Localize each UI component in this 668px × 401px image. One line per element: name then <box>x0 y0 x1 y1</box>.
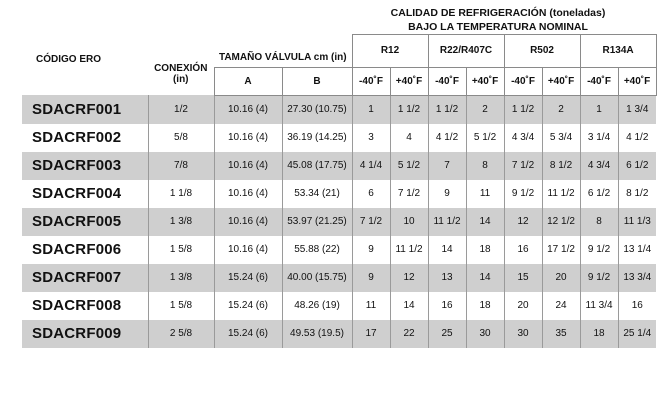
header-r12: R12 <box>352 35 428 68</box>
header-conexion-unit: (in) <box>172 74 189 85</box>
product-code: SDACRF007 <box>22 264 148 292</box>
capacity-value: 2 <box>542 95 580 124</box>
table-row <box>22 208 656 236</box>
valve-size-a: 10.16 (4) <box>214 124 282 152</box>
header-temp-low: -40˚F <box>428 67 466 95</box>
connection-size: 1 3/8 <box>148 208 214 236</box>
capacity-value: 12 <box>390 264 428 292</box>
capacity-value: 1 1/2 <box>504 95 542 124</box>
capacity-value: 20 <box>504 292 542 320</box>
capacity-value: 3 1/4 <box>580 124 618 152</box>
valve-size-a: 15.24 (6) <box>214 320 282 348</box>
capacity-value: 13 <box>428 264 466 292</box>
capacity-value: 9 <box>352 236 390 264</box>
capacity-value: 30 <box>466 320 504 348</box>
table-row <box>22 95 656 124</box>
table-body <box>22 95 656 348</box>
capacity-value: 14 <box>390 292 428 320</box>
connection-size: 5/8 <box>148 124 214 152</box>
capacity-value: 8 <box>580 208 618 236</box>
valve-size-b: 40.00 (15.75) <box>282 264 352 292</box>
header-code: CÓDIGO ERO <box>36 54 102 66</box>
header-temp-low: -40˚F <box>580 67 618 95</box>
capacity-value: 4 1/2 <box>618 124 656 152</box>
capacity-value: 25 <box>428 320 466 348</box>
capacity-value: 4 <box>390 124 428 152</box>
valve-size-b: 53.34 (21) <box>282 180 352 208</box>
capacity-value: 6 <box>352 180 390 208</box>
connection-size: 1/2 <box>148 95 214 124</box>
capacity-value: 25 1/4 <box>618 320 656 348</box>
capacity-value: 5 1/2 <box>466 124 504 152</box>
table-row <box>22 180 656 208</box>
table-row <box>22 264 656 292</box>
capacity-value: 9 1/2 <box>504 180 542 208</box>
product-code: SDACRF003 <box>22 152 148 180</box>
spec-sheet <box>22 6 652 348</box>
capacity-value: 6 1/2 <box>580 180 618 208</box>
capacity-value: 11 3/4 <box>580 292 618 320</box>
header-conexion <box>148 35 214 96</box>
valve-size-a: 10.16 (4) <box>214 236 282 264</box>
capacity-value: 16 <box>618 292 656 320</box>
capacity-value: 8 1/2 <box>542 152 580 180</box>
capacity-value: 9 1/2 <box>580 236 618 264</box>
capacity-value: 13 1/4 <box>618 236 656 264</box>
capacity-title-line1: CALIDAD DE REFRIGERACIÓN (toneladas) <box>390 7 606 19</box>
capacity-title <box>350 6 646 34</box>
capacity-value: 1 <box>580 95 618 124</box>
header-temp-high: +40˚F <box>542 67 580 95</box>
header-r22: R22/R407C <box>428 35 504 68</box>
product-code: SDACRF002 <box>32 129 122 146</box>
capacity-value: 11 1/3 <box>618 208 656 236</box>
product-code: SDACRF008 <box>32 297 122 314</box>
capacity-value: 1 <box>352 95 390 124</box>
product-code: SDACRF004 <box>32 185 122 202</box>
capacity-value: 14 <box>428 236 466 264</box>
capacity-value: 4 1/2 <box>428 124 466 152</box>
product-code: SDACRF005 <box>22 208 148 236</box>
table-row <box>22 236 656 264</box>
capacity-value: 1 1/2 <box>390 95 428 124</box>
header-row-refrigerants <box>22 35 656 68</box>
valve-size-a: 10.16 (4) <box>214 152 282 180</box>
capacity-value: 11 <box>352 292 390 320</box>
capacity-value: 11 1/2 <box>390 236 428 264</box>
capacity-value: 9 <box>428 180 466 208</box>
capacity-value: 12 <box>504 208 542 236</box>
product-code: SDACRF006 <box>32 241 122 258</box>
capacity-value: 7 1/2 <box>390 180 428 208</box>
capacity-value: 8 1/2 <box>618 180 656 208</box>
header-conexion-label: CONEXIÓN <box>154 63 208 74</box>
header-r502: R502 <box>504 35 580 68</box>
capacity-value: 12 1/2 <box>542 208 580 236</box>
valve-size-a: 10.16 (4) <box>214 95 282 124</box>
capacity-value: 15 <box>504 264 542 292</box>
valve-size-b: 27.30 (10.75) <box>282 95 352 124</box>
capacity-value: 10 <box>390 208 428 236</box>
product-code: SDACRF009 <box>22 320 148 348</box>
capacity-value: 18 <box>466 292 504 320</box>
valve-size-a: 10.16 (4) <box>214 208 282 236</box>
capacity-value: 9 <box>352 264 390 292</box>
valve-size-b: 49.53 (19.5) <box>282 320 352 348</box>
header-temp-low: -40˚F <box>352 67 390 95</box>
header-valve-size: TAMAÑO VÁLVULA cm (in) <box>218 51 347 63</box>
valve-size-b: 36.19 (14.25) <box>282 124 352 152</box>
capacity-value: 11 <box>466 180 504 208</box>
header-temp-high: +40˚F <box>390 67 428 95</box>
capacity-value: 5 1/2 <box>390 152 428 180</box>
capacity-value: 11 1/2 <box>428 208 466 236</box>
capacity-value: 2 <box>466 95 504 124</box>
capacity-value: 14 <box>466 208 504 236</box>
connection-size: 1 5/8 <box>148 292 214 320</box>
table-row <box>22 292 656 320</box>
valve-size-b: 55.88 (22) <box>282 236 352 264</box>
capacity-value: 22 <box>390 320 428 348</box>
connection-size: 1 1/8 <box>148 180 214 208</box>
capacity-value: 7 1/2 <box>352 208 390 236</box>
header-col-b: B <box>282 67 352 95</box>
header-col-a: A <box>214 67 282 95</box>
connection-size: 7/8 <box>148 152 214 180</box>
capacity-value: 24 <box>542 292 580 320</box>
product-code: SDACRF001 <box>22 95 148 124</box>
header-temp-high: +40˚F <box>466 67 504 95</box>
capacity-title-line2: BAJO LA TEMPERATURA NOMINAL <box>408 21 588 33</box>
capacity-value: 18 <box>466 236 504 264</box>
connection-size: 2 5/8 <box>148 320 214 348</box>
capacity-value: 16 <box>504 236 542 264</box>
valve-size-a: 15.24 (6) <box>214 292 282 320</box>
capacity-value: 7 <box>428 152 466 180</box>
capacity-value: 1 3/4 <box>618 95 656 124</box>
capacity-value: 13 3/4 <box>618 264 656 292</box>
capacity-value: 5 3/4 <box>542 124 580 152</box>
valve-size-b: 48.26 (19) <box>282 292 352 320</box>
capacity-value: 14 <box>466 264 504 292</box>
table-row <box>22 152 656 180</box>
capacity-value: 4 3/4 <box>580 152 618 180</box>
table-row <box>22 124 656 152</box>
valve-size-a: 15.24 (6) <box>214 264 282 292</box>
capacity-value: 6 1/2 <box>618 152 656 180</box>
capacity-value: 30 <box>504 320 542 348</box>
valve-spec-table <box>22 34 657 348</box>
capacity-value: 35 <box>542 320 580 348</box>
connection-size: 1 3/8 <box>148 264 214 292</box>
capacity-value: 8 <box>466 152 504 180</box>
capacity-value: 4 1/4 <box>352 152 390 180</box>
capacity-value: 9 1/2 <box>580 264 618 292</box>
capacity-value: 4 3/4 <box>504 124 542 152</box>
capacity-value: 11 1/2 <box>542 180 580 208</box>
connection-size: 1 5/8 <box>148 236 214 264</box>
capacity-value: 7 1/2 <box>504 152 542 180</box>
capacity-value: 20 <box>542 264 580 292</box>
valve-size-a: 10.16 (4) <box>214 180 282 208</box>
capacity-value: 17 1/2 <box>542 236 580 264</box>
capacity-value: 18 <box>580 320 618 348</box>
header-r134a: R134A <box>580 35 656 68</box>
capacity-value: 3 <box>352 124 390 152</box>
capacity-value: 17 <box>352 320 390 348</box>
header-temp-low: -40˚F <box>504 67 542 95</box>
capacity-value: 1 1/2 <box>428 95 466 124</box>
valve-size-b: 45.08 (17.75) <box>282 152 352 180</box>
capacity-value: 16 <box>428 292 466 320</box>
valve-size-b: 53.97 (21.25) <box>282 208 352 236</box>
header-temp-high: +40˚F <box>618 67 656 95</box>
table-row <box>22 320 656 348</box>
